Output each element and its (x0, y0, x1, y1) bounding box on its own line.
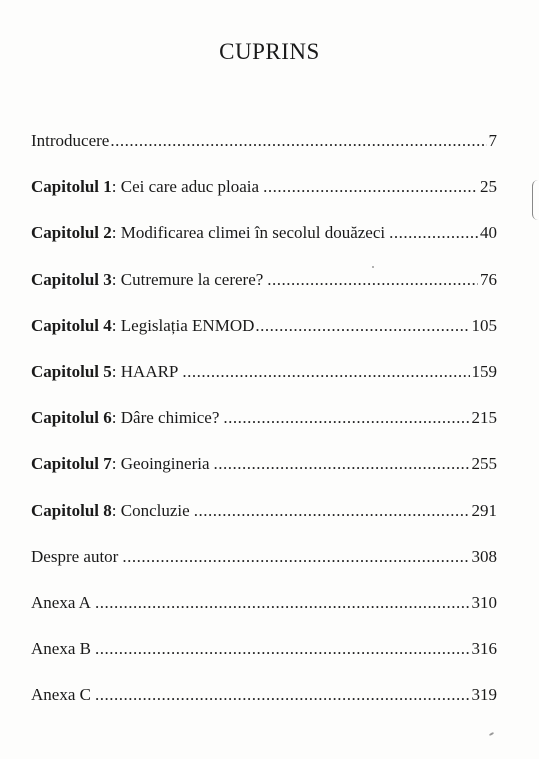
toc-entry-chapter: Capitolul 5 (31, 361, 112, 381)
toc-entry-separator: : (111, 500, 121, 520)
dot-leader (255, 317, 469, 334)
toc-entry-page: 316 (471, 639, 497, 659)
toc-entry-title: Anexa C (31, 685, 91, 705)
toc-entry-title: Legislația ENMOD (120, 315, 255, 335)
dot-leader (214, 455, 470, 472)
paper-speck (372, 266, 374, 268)
toc-entry-page: 255 (471, 454, 497, 474)
toc-entry (31, 271, 497, 317)
toc-entry-title: Anexa A (31, 592, 91, 612)
paper-speck (489, 732, 494, 736)
toc-entry-page: 319 (471, 685, 497, 705)
toc-entry-page: 40 (480, 223, 497, 243)
toc-entry-chapter: Capitolul 2 (31, 223, 112, 243)
toc-entry-chapter: Capitolul 1 (31, 177, 112, 197)
toc-entry-page: 308 (471, 546, 497, 566)
toc-entry (31, 409, 497, 455)
toc-entry-title: Concluzie (120, 500, 190, 520)
toc-entry-chapter: Capitolul 6 (31, 408, 112, 428)
toc-entry-title: Cutremure la cerere? (120, 269, 264, 289)
dot-leader (389, 224, 478, 241)
toc-entry-title: Geoingineria (120, 454, 210, 474)
toc-entry (31, 686, 497, 732)
toc-entry-page: 76 (480, 269, 497, 289)
toc-entry-title: HAARP (120, 361, 179, 381)
toc-entry-title: Cei care aduc ploaia (120, 177, 260, 197)
toc-entry (31, 132, 497, 178)
toc-entry-separator: : (111, 361, 121, 381)
page-edge-mark (532, 180, 539, 220)
toc-entry (31, 548, 497, 594)
toc-entry (31, 502, 497, 548)
toc-entry-chapter: Capitolul 7 (31, 454, 112, 474)
dot-leader (110, 132, 486, 149)
dot-leader (95, 594, 470, 611)
toc-entry (31, 178, 497, 224)
toc-entry-page: 7 (488, 131, 497, 150)
toc-entry (31, 317, 497, 363)
toc-entry (31, 640, 497, 686)
toc-entry-separator: : (111, 454, 121, 474)
toc-entry-page: 215 (471, 408, 497, 428)
toc-entry-page: 291 (471, 500, 497, 520)
toc-entry-chapter: Capitolul 4 (31, 315, 112, 335)
dot-leader (95, 640, 470, 657)
toc-entry-separator: : (111, 269, 121, 289)
toc-entry (31, 224, 497, 270)
toc-entry (31, 363, 497, 409)
toc-entry-chapter: Capitolul 8 (31, 500, 112, 520)
dot-leader (267, 271, 478, 288)
toc-entry-chapter: Capitolul 3 (31, 269, 112, 289)
toc-entry-page: 105 (471, 315, 497, 335)
dot-leader (95, 686, 470, 703)
toc-entry (31, 455, 497, 501)
toc-entry-separator: : (111, 177, 121, 197)
toc-entry-title: Anexa B (31, 639, 91, 659)
toc-entry-separator: : (111, 408, 121, 428)
toc-entry-title: Dâre chimice? (120, 408, 220, 428)
dot-leader (263, 178, 478, 195)
toc-entry-title: Introducere (31, 131, 110, 150)
toc-entry-title: Despre autor (31, 546, 119, 566)
table-of-contents (31, 132, 497, 732)
toc-entry-page: 159 (471, 361, 497, 381)
dot-leader (182, 363, 469, 380)
toc-entry-title: Modificarea climei în secolul douăzeci (120, 223, 386, 243)
toc-entry-page: 310 (471, 592, 497, 612)
dot-leader (122, 548, 469, 565)
toc-entry-page: 25 (480, 177, 497, 197)
dot-leader (223, 409, 469, 426)
page-title: CUPRINS (219, 39, 320, 64)
toc-entry-separator: : (111, 315, 121, 335)
toc-entry (31, 594, 497, 640)
dot-leader (194, 502, 470, 519)
toc-entry-separator: : (111, 223, 121, 243)
